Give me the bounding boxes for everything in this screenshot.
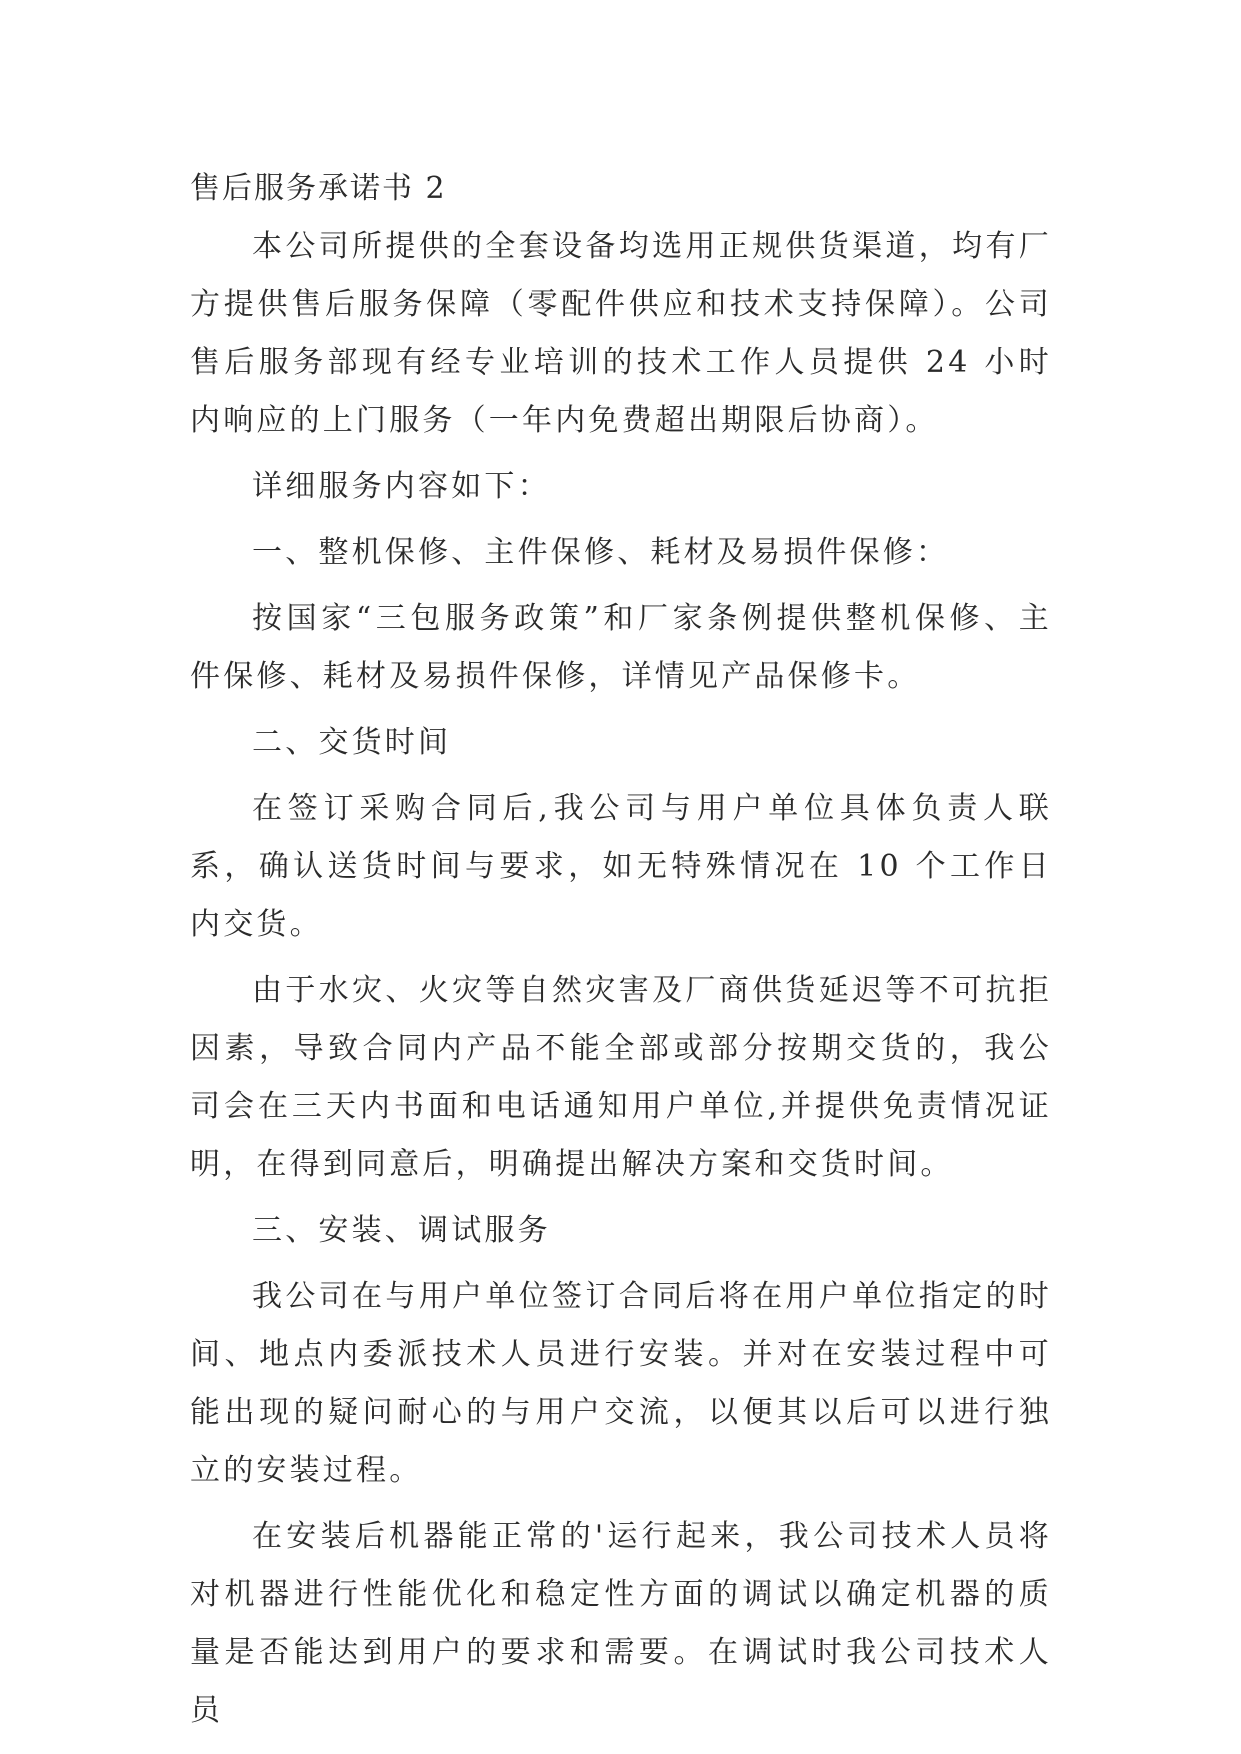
section-heading-delivery: 二、交货时间 bbox=[252, 725, 452, 760]
paragraph-force-majeure: 由于水灾、火灾等自然灾害及厂商供货延迟等不可抗拒因素，导致合同内产品不能全部或部分按期交货的，我公司会在三天内书面和电话通知用户单位,并提供免责情况证明，在得到同意后，明确提出解决方案和交货时间。 bbox=[190, 973, 1052, 1182]
paragraph-warranty: 按国家“三包服务政策”和厂家条例提供整机保修、主件保修、耗材及易损件保修，详情见产品保修卡。 bbox=[190, 601, 1052, 694]
paragraph-intro: 本公司所提供的全套设备均选用正规供货渠道，均有厂方提供售后服务保障（零配件供应和技术支持保障）。公司售后服务部现有经专业培训的技术工作人员提供 24 小时内响应的上门服务（一年内免费超出期限后协商）。 bbox=[190, 229, 1052, 438]
document-title: 售后服务承诺书 2 bbox=[190, 171, 447, 206]
document-body bbox=[190, 160, 1052, 1748]
paragraph-service-content-heading: 详细服务内容如下： bbox=[252, 469, 551, 504]
paragraph-installation: 我公司在与用户单位签订合同后将在用户单位指定的时间、地点内委派技术人员进行安装。并对在安装过程中可能出现的疑问耐心的与用户交流，以便其以后可以进行独立的安装过程。 bbox=[190, 1279, 1052, 1488]
paragraph-delivery: 在签订采购合同后,我公司与用户单位具体负责人联系，确认送货时间与要求，如无特殊情况在 10 个工作日内交货。 bbox=[190, 791, 1052, 942]
section-heading-warranty: 一、整机保修、主件保修、耗材及易损件保修： bbox=[252, 535, 950, 570]
paragraph-debugging: 在安装后机器能正常的'运行起来，我公司技术人员将对机器进行性能优化和稳定性方面的调试以确定机器的质量是否能达到用户的要求和需要。在调试时我公司技术人员 bbox=[190, 1519, 1052, 1728]
section-heading-installation: 三、安装、调试服务 bbox=[252, 1213, 551, 1248]
